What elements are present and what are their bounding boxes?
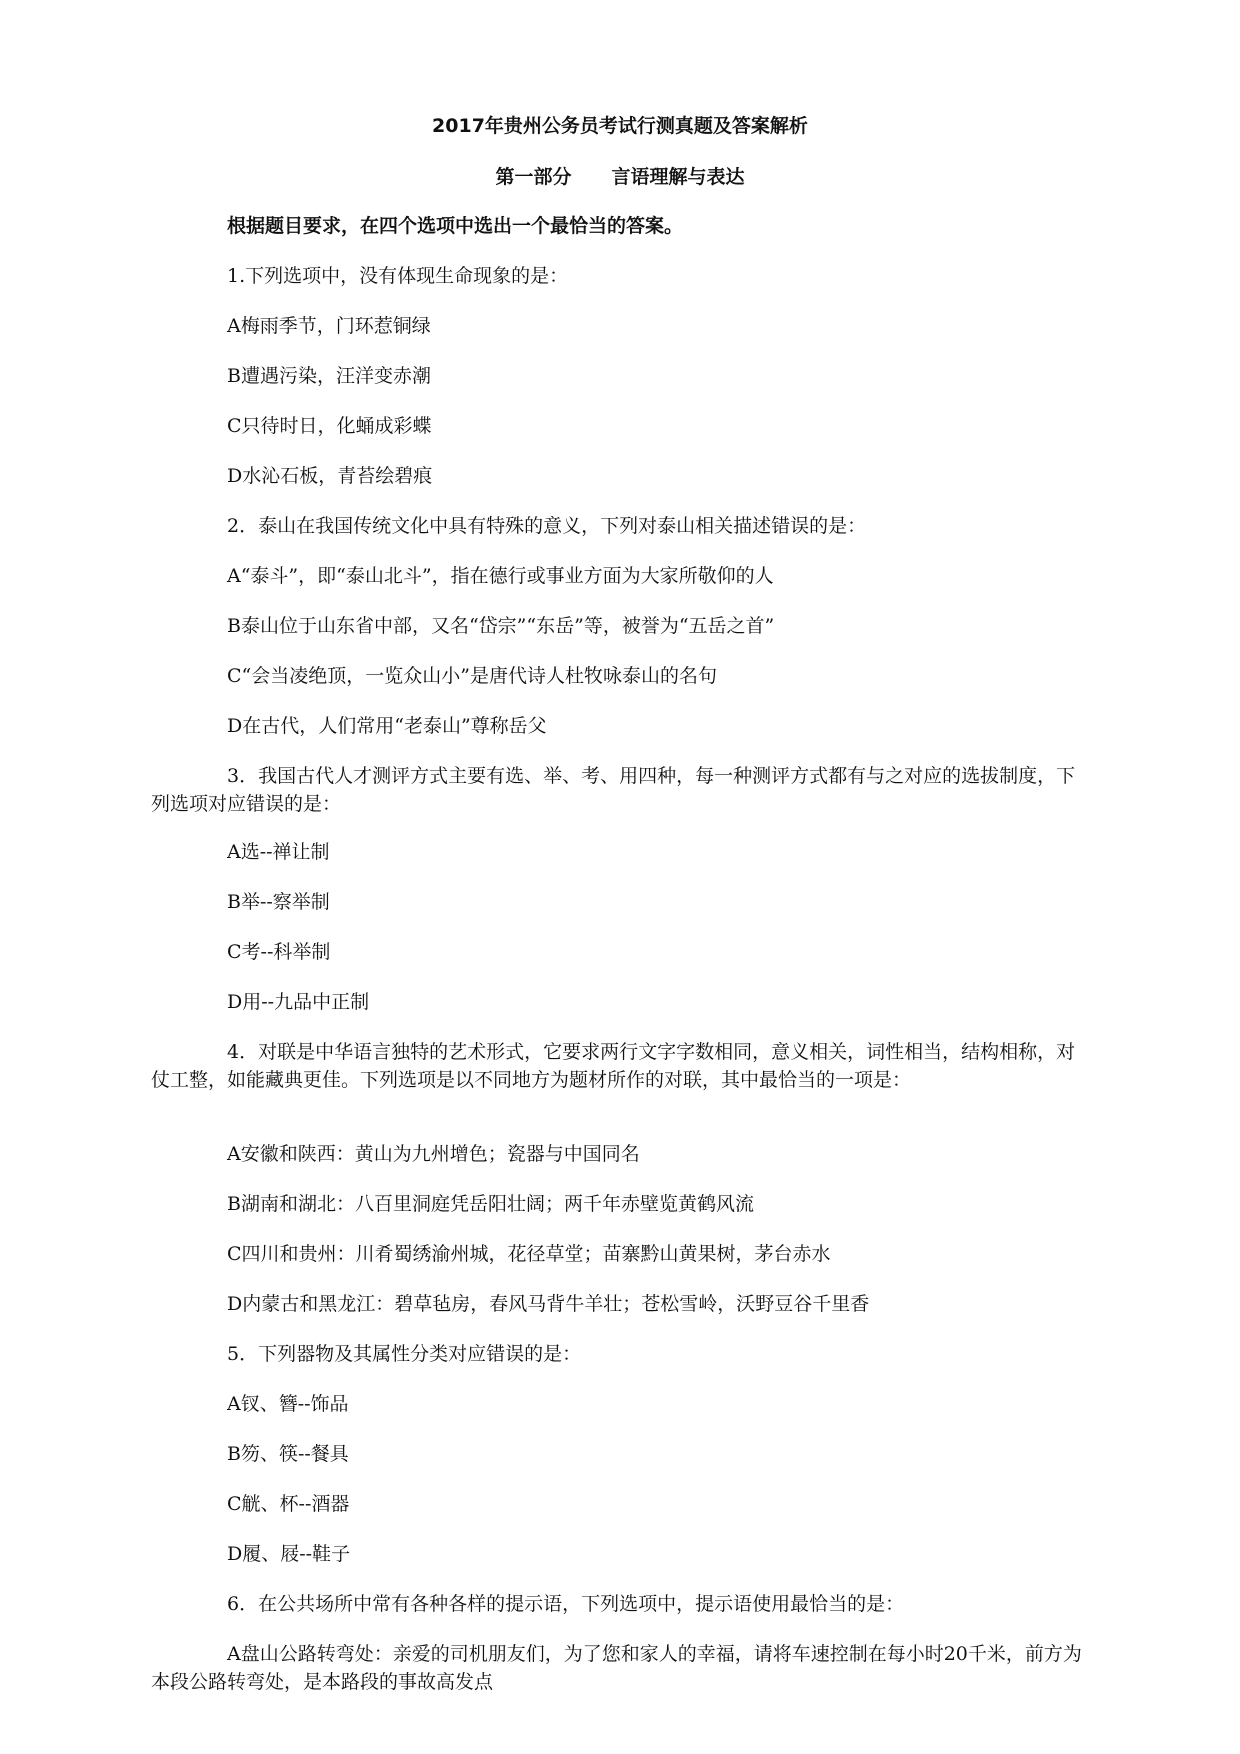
question-1-stem: 1.下列选项中，没有体现生命现象的是： [227,265,569,287]
question-6-stem: 6．在公共场所中常有各种各样的提示语，下列选项中，提示语使用最恰当的是： [227,1593,905,1615]
question-5-option-b: B笏、筷--餐具 [227,1443,349,1465]
question-4-option-a: A安徽和陕西：黄山为九州增色；瓷器与中国同名 [227,1143,640,1165]
question-3-option-d: D用--九品中正制 [227,991,370,1013]
question-3-stem: 3．我国古代人才测评方式主要有选、举、考、用四种，每一种测评方式都有与之对应的选拔制度，下列选项对应错误的是： [151,765,1076,815]
question-5-option-a: A钗、簪--饰品 [227,1393,349,1415]
question-2-option-c: C“会当凌绝顶，一览众山小”是唐代诗人杜牧咏泰山的名句 [227,665,717,687]
question-4-option-b: B湖南和湖北：八百里洞庭凭岳阳壮阔；两千年赤壁览黄鹤风流 [227,1193,754,1215]
question-4-stem: 4．对联是中华语言独特的艺术形式，它要求两行文字字数相同，意义相关，词性相当，结构相称，对仗工整，如能藏典更佳。下列选项是以不同地方为题材所作的对联，其中最恰当的一项是： [151,1041,1076,1091]
question-3-option-b: B举--察举制 [227,891,330,913]
question-2-option-d: D在古代，人们常用“老泰山”尊称岳父 [227,715,547,737]
question-3-option-a: A选--禅让制 [227,841,330,863]
question-5-option-c: C觥、杯--酒器 [227,1493,350,1515]
question-2-option-a: A“泰斗”，即“泰山北斗”，指在德行或事业方面为大家所敬仰的人 [227,565,774,587]
question-6-option-a: A盘山公路转弯处：亲爱的司机朋友们，为了您和家人的幸福，请将车速控制在每小时20千米，前方为本段公路转弯处，是本路段的事故高发点 [151,1643,1082,1693]
question-3-option-c: C考--科举制 [227,941,331,963]
question-1-option-d: D水沁石板，青苔绘碧痕 [227,465,433,487]
question-5-option-d: D履、屐--鞋子 [227,1543,351,1565]
question-4-option-c: C四川和贵州：川肴蜀绣渝州城，花径草堂；苗寨黔山黄果树，茅台赤水 [227,1243,831,1265]
question-1-option-a: A梅雨季节，门环惹铜绿 [227,315,431,337]
question-5-stem: 5．下列器物及其属性分类对应错误的是： [227,1343,582,1365]
section-heading [0,163,1240,191]
question-4-option-d: D内蒙古和黑龙江：碧草毡房，春风马背牛羊壮；苍松雪岭，沃野豆谷千里香 [227,1293,870,1315]
question-2-option-b: B泰山位于山东省中部，又名“岱宗”“东岳”等，被誉为“五岳之首” [227,615,775,637]
question-1-option-c: C只待时日，化蛹成彩蝶 [227,415,432,437]
section-part: 第一部分 [495,166,572,188]
section-name: 言语理解与表达 [611,166,745,188]
document-title: 2017年贵州公务员考试行测真题及答案解析 [432,115,808,137]
question-1-option-b: B遭遇污染，汪洋变赤潮 [227,365,431,387]
instruction: 根据题目要求，在四个选项中选出一个最恰当的答案。 [227,215,684,237]
question-2-stem: 2．泰山在我国传统文化中具有特殊的意义，下列对泰山相关描述错误的是： [227,515,867,537]
